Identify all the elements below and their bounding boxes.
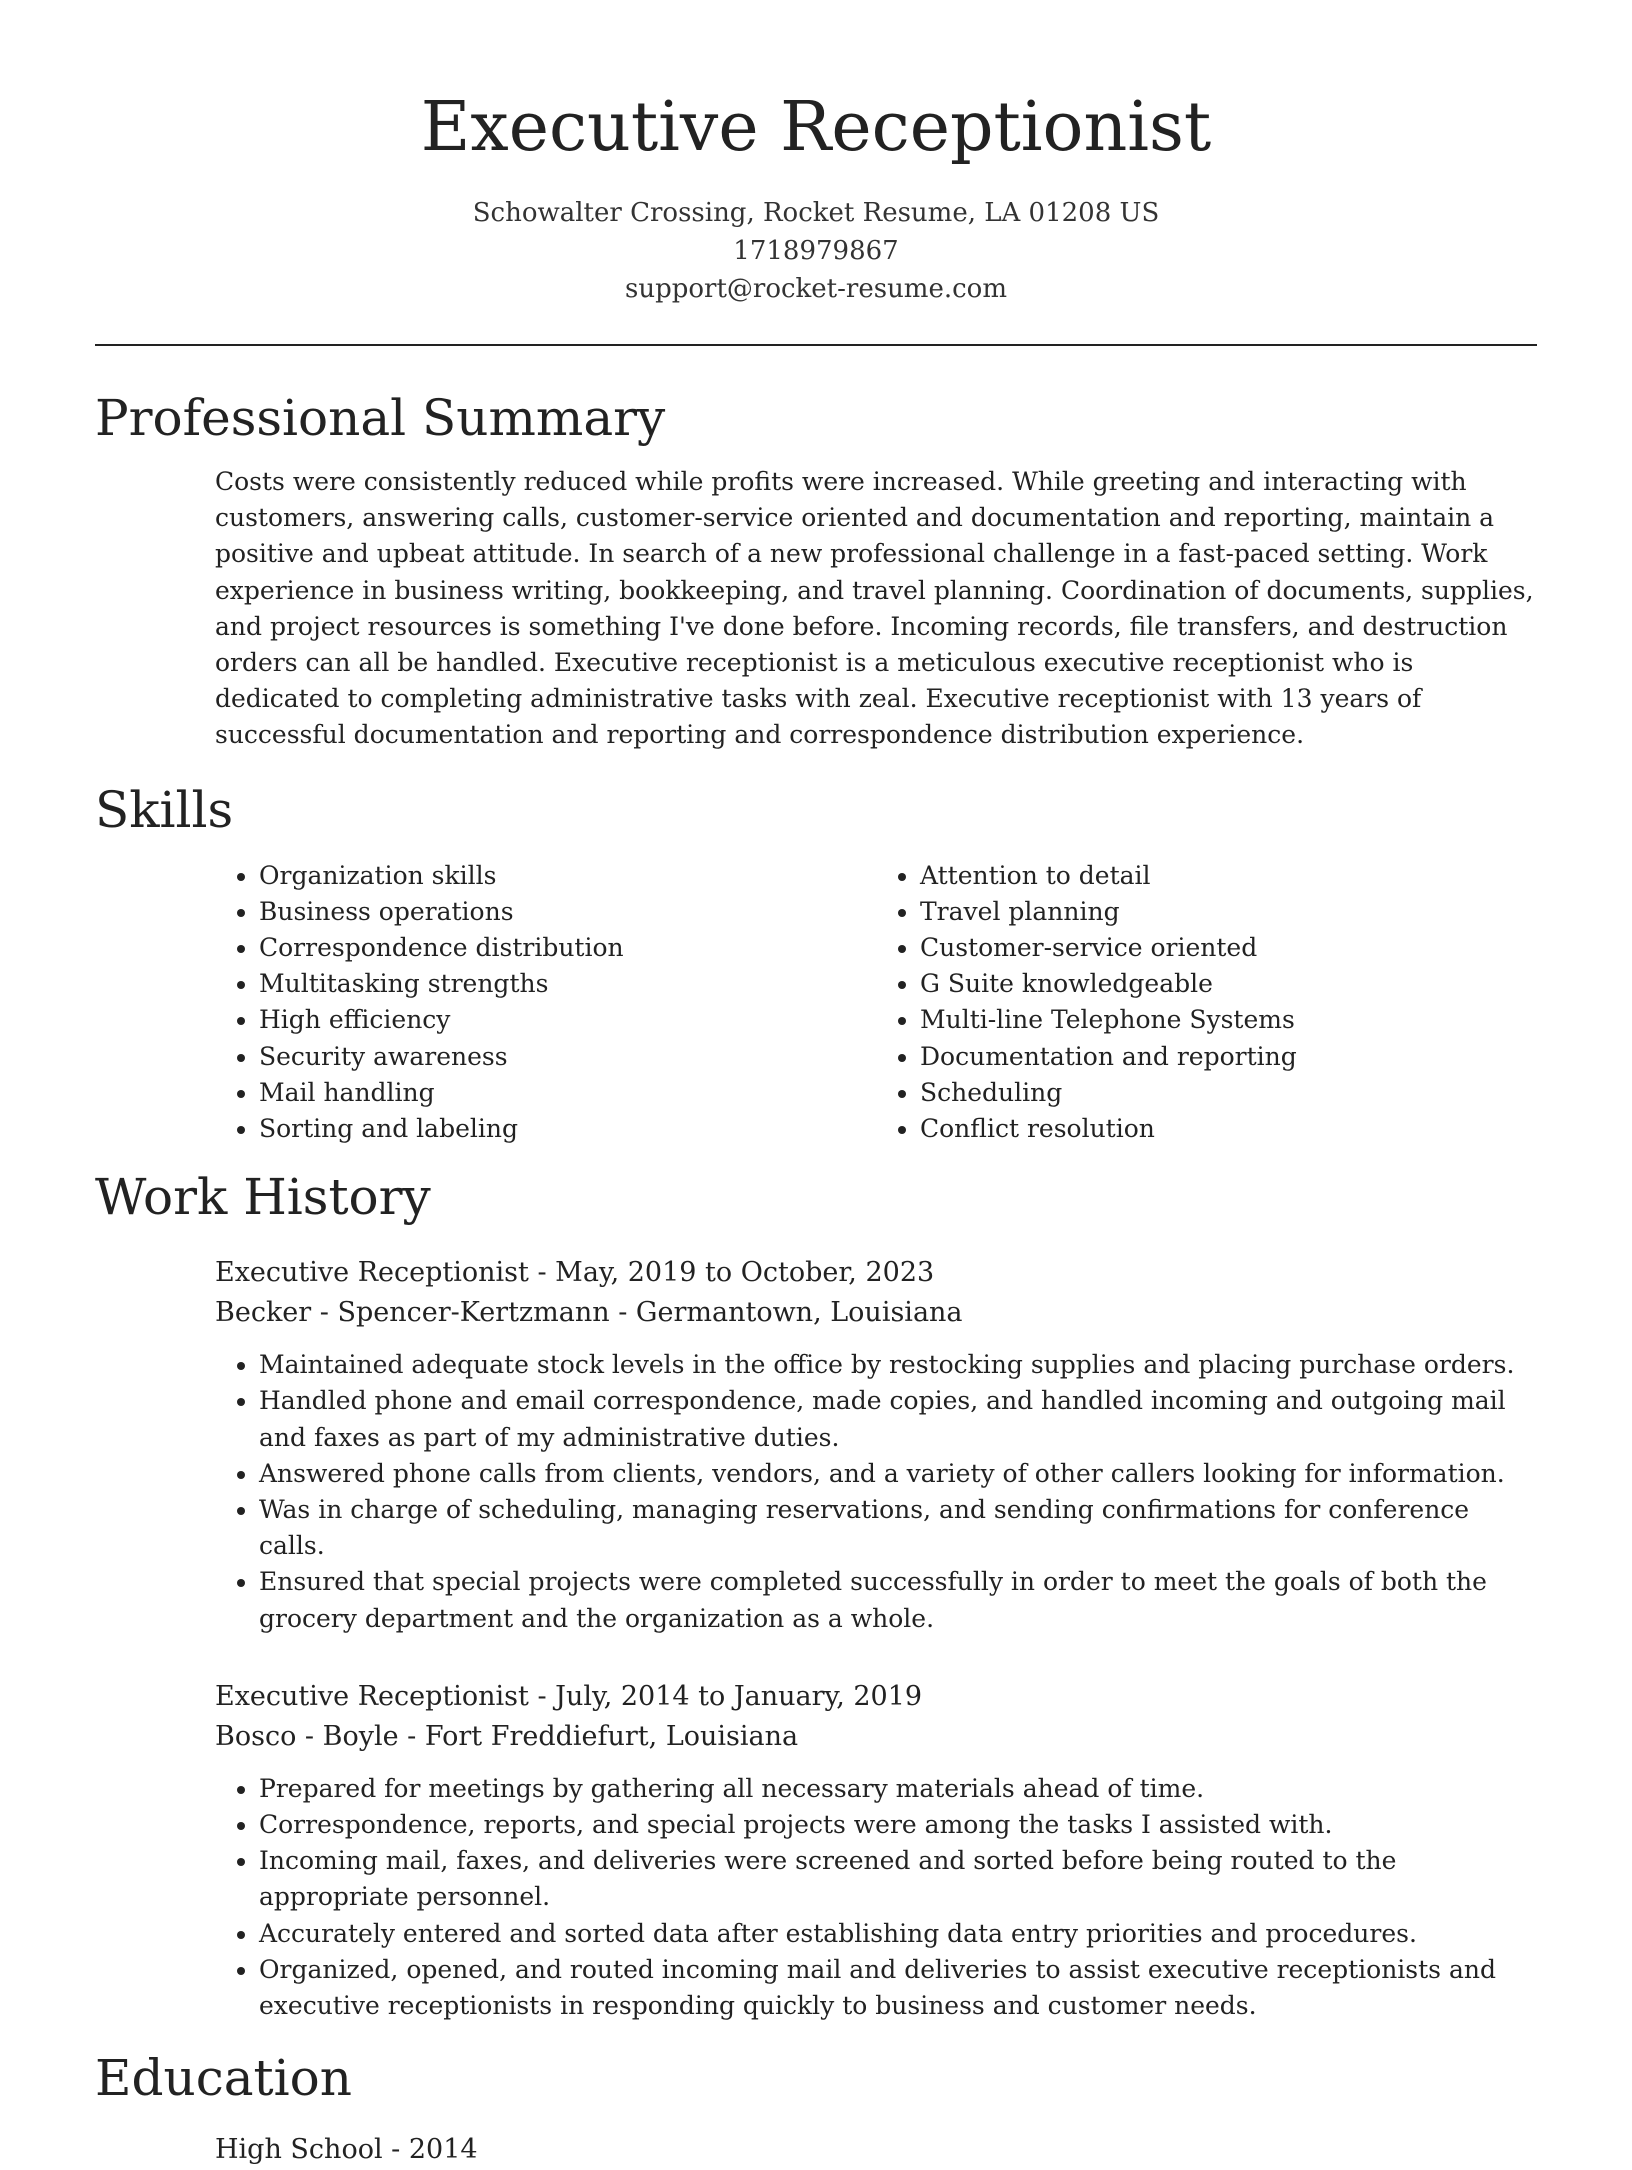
header-divider (95, 344, 1537, 346)
job-duty: • Answered phone calls from clients, vendors, and a variety of other callers looking for information. (259, 1456, 1537, 1492)
job-company-location: Bosco - Boyle - Fort Freddiefurt, Louisiana (215, 1720, 799, 1752)
job-duty: • Was in charge of scheduling, managing reservations, and sending confirmations for conference calls. (259, 1492, 1537, 1564)
skill-item: • G Suite knowledgeable (920, 966, 1537, 1002)
work-history-section (95, 1165, 1537, 2024)
job-entry (215, 1677, 1537, 2024)
skills-column-right (876, 858, 1537, 1148)
skill-item: • Organization skills (259, 858, 876, 894)
skill-item: • Multitasking strengths (259, 966, 876, 1002)
skill-item: • Correspondence distribution (259, 930, 876, 966)
skill-item: • Business operations (259, 894, 876, 930)
skills-heading: Skills (95, 780, 234, 839)
skill-item: • Mail handling (259, 1075, 876, 1111)
skill-item: • Customer-service oriented (920, 930, 1537, 966)
education-item: High School - 2014 (215, 2134, 478, 2166)
job-duties-list (215, 1771, 1537, 2024)
contact-email: support@rocket-resume.com (624, 274, 1007, 304)
job-duty: • Accurately entered and sorted data after establishing data entry priorities and procedures. (259, 1916, 1537, 1952)
summary-text: Costs were consistently reduced while profits were increased. While greeting and interacting with customers, answering calls, customer-service oriented and documentation and reporting, maintain a positive and upbeat attitude. In search of a new professional challenge in a fast-paced setting. Work experience in business writing, bookkeeping, and travel planning. Coordination of documents, supplies, and project resources is something I've done before. Incoming records, file transfers, and destruction orders can all be handled. Executive receptionist is a meticulous executive receptionist who is dedicated to completing administrative tasks with zeal. Executive receptionist with 13 years of successful documentation and reporting and correspondence distribution experience. (215, 467, 1534, 750)
skill-item: • Sorting and labeling (259, 1111, 876, 1147)
work-history-heading: Work History (95, 1168, 431, 1227)
summary-section (95, 386, 1537, 754)
job-duty: • Correspondence, reports, and special projects were among the tasks I assisted with. (259, 1807, 1537, 1843)
skill-item: • Security awareness (259, 1039, 876, 1075)
job-duty: • Organized, opened, and routed incoming mail and deliveries to assist executive receptionists and executive receptionists in responding quickly to business and customer needs. (259, 1952, 1537, 2024)
job-duty: • Incoming mail, faxes, and deliveries were screened and sorted before being routed to the appropriate personnel. (259, 1843, 1537, 1915)
skill-item: • High efficiency (259, 1002, 876, 1038)
education-section (95, 2046, 1537, 2170)
skill-item: • Travel planning (920, 894, 1537, 930)
skills-grid (215, 858, 1537, 1148)
job-entry (215, 1253, 1537, 1637)
skills-column-left (215, 858, 876, 1148)
skill-item: • Conflict resolution (920, 1111, 1537, 1147)
job-duty: • Prepared for meetings by gathering all necessary materials ahead of time. (259, 1771, 1537, 1807)
job-title-dates: Executive Receptionist - July, 2014 to January, 2019 (215, 1680, 923, 1712)
skill-item: • Scheduling (920, 1075, 1537, 1111)
job-duty: • Handled phone and email correspondence, made copies, and handled incoming and outgoing mail and faxes as part of my administrative duties. (259, 1383, 1537, 1455)
resume-header (95, 0, 1537, 308)
job-duties-list (215, 1347, 1537, 1637)
education-heading: Education (95, 2049, 352, 2108)
job-title-dates: Executive Receptionist - May, 2019 to October, 2023 (215, 1257, 935, 1289)
job-company-location: Becker - Spencer-Kertzmann - Germantown, Louisiana (215, 1297, 963, 1329)
skills-section (95, 778, 1537, 1148)
job-duty: • Maintained adequate stock levels in the office by restocking supplies and placing purchase orders. (259, 1347, 1537, 1383)
contact-address: Schowalter Crossing, Rocket Resume, LA 01208 US (472, 198, 1160, 228)
skill-item: • Documentation and reporting (920, 1039, 1537, 1075)
skill-item: • Attention to detail (920, 858, 1537, 894)
candidate-name: Executive Receptionist (420, 88, 1212, 167)
job-duty: • Ensured that special projects were completed successfully in order to meet the goals of both the grocery department and the organization as a whole. (259, 1564, 1537, 1636)
skill-item: • Multi-line Telephone Systems (920, 1002, 1537, 1038)
contact-phone: 1718979867 (733, 236, 899, 266)
contact-info (95, 194, 1537, 308)
summary-heading: Professional Summary (95, 389, 666, 447)
